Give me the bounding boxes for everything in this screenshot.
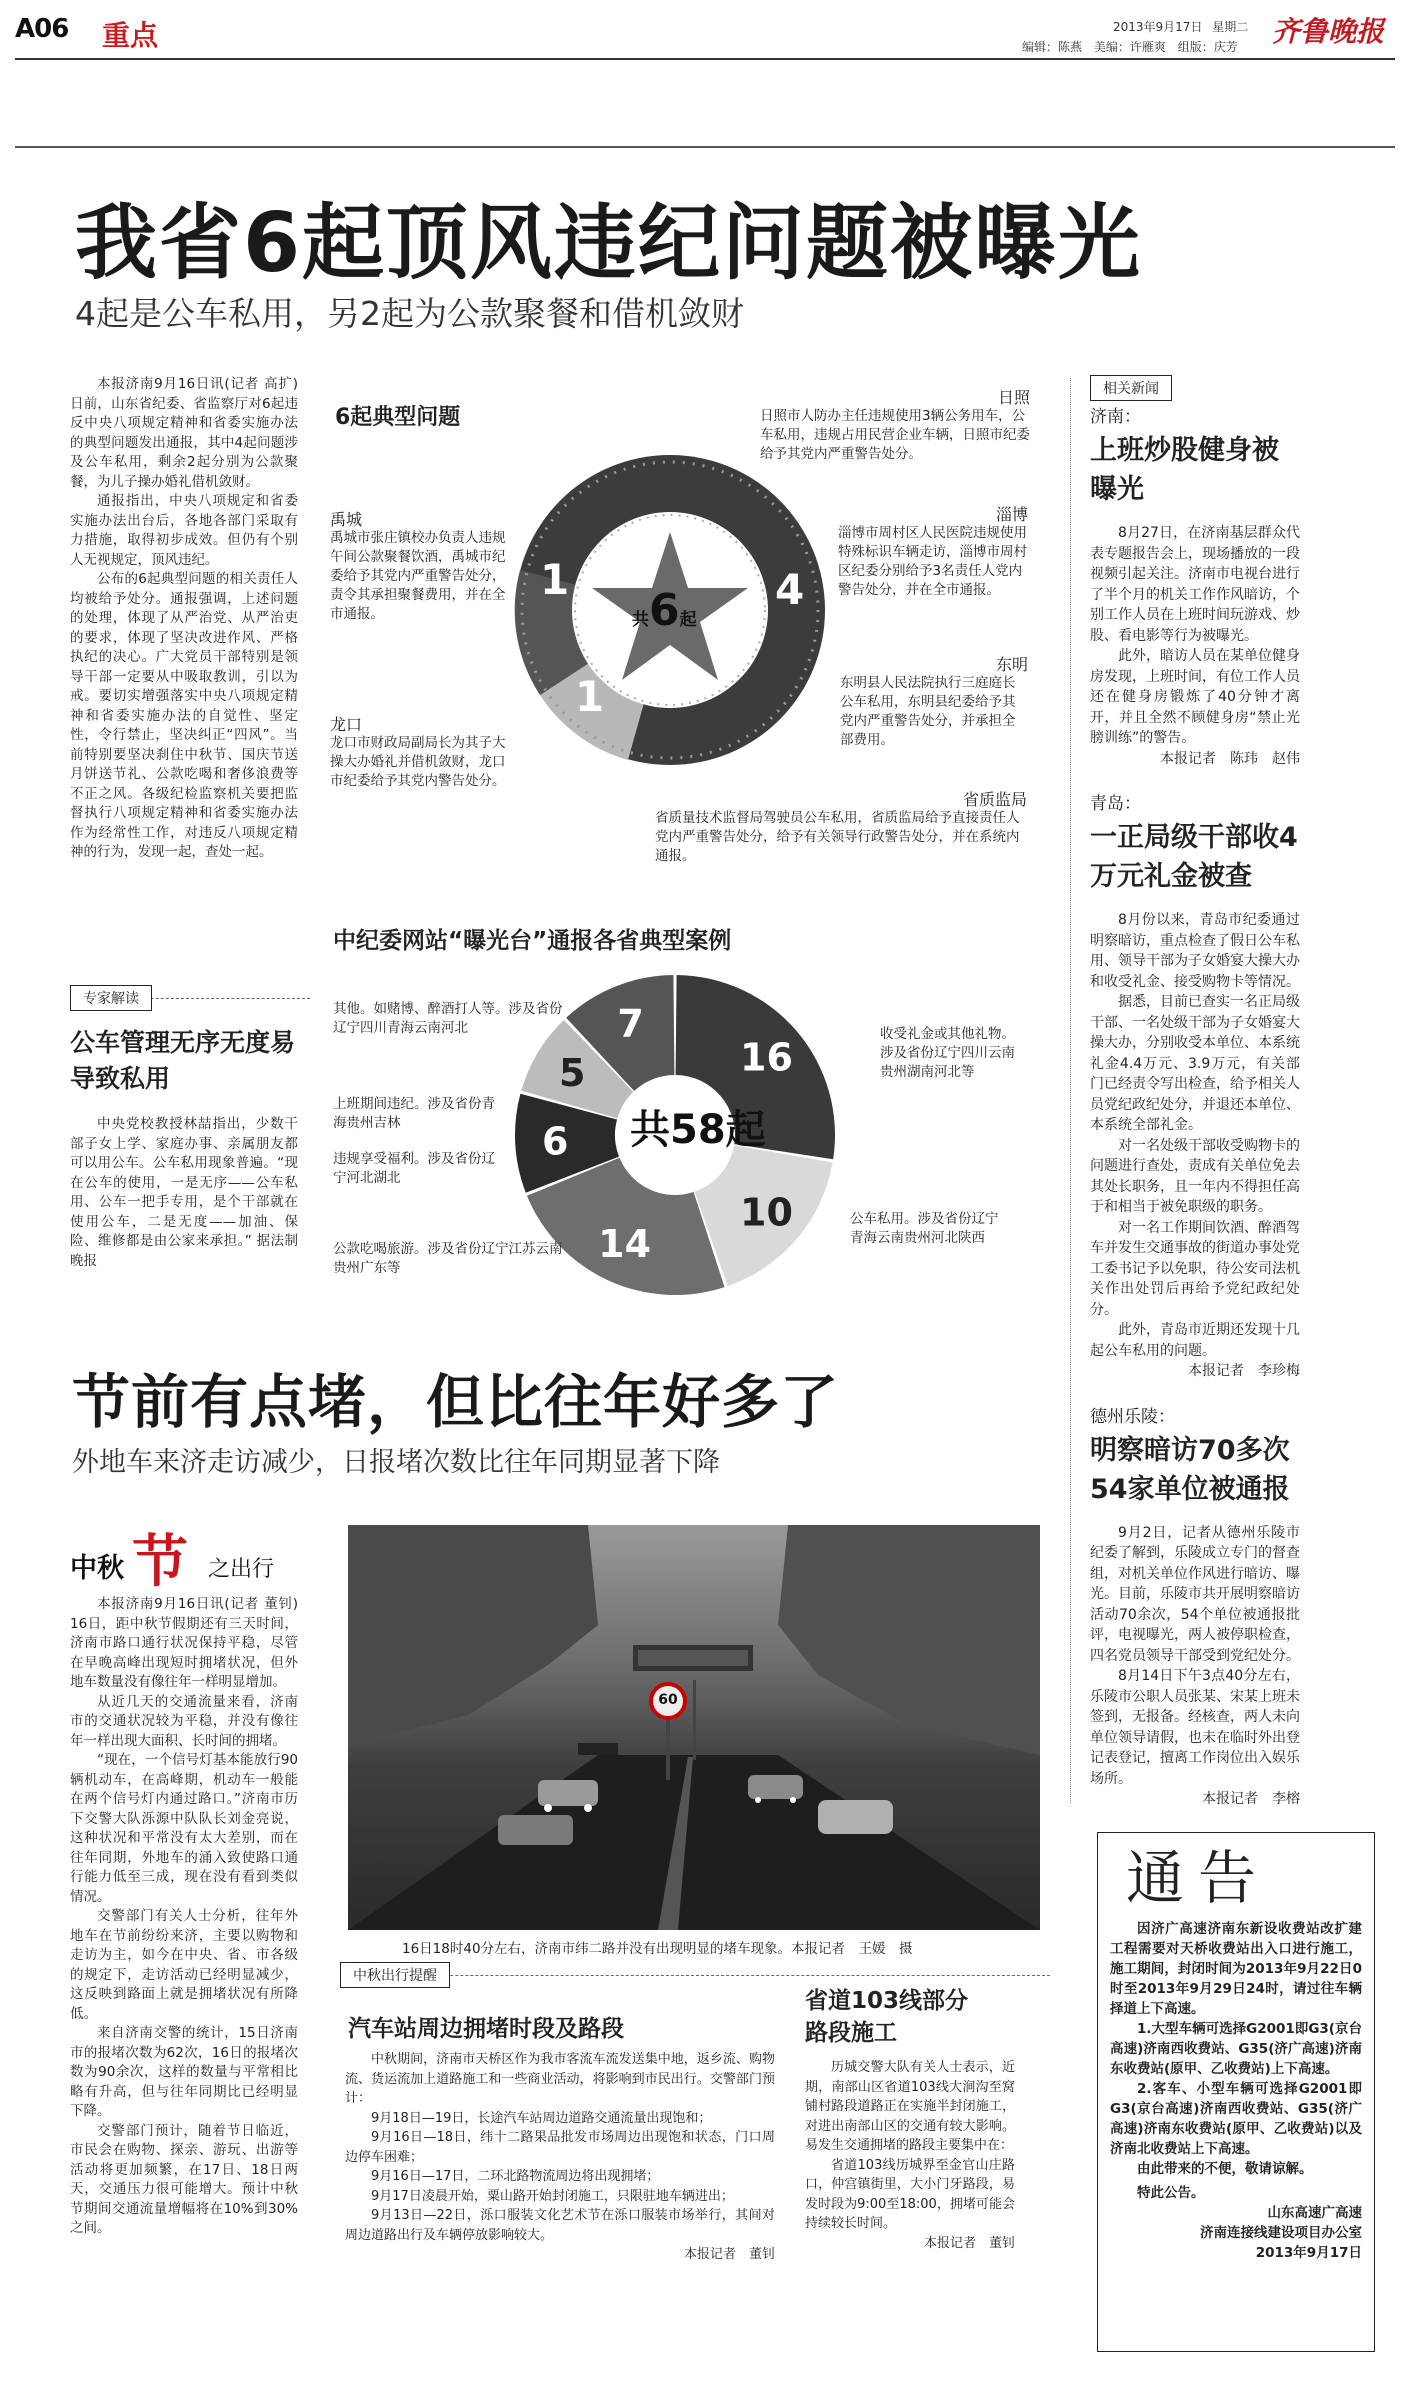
expert-body	[70, 1115, 298, 1271]
section-name: 重点	[102, 19, 159, 52]
page-header	[0, 0, 1409, 60]
second-paragraph: 交警部门有关人士分析，往年外地车在节前纷纷来济，主要以购物和走访为主，如今在中央、省、市各级的规定下，走访活动已经明显减少，这反映到路面上就是拥堵状况有所降低。	[70, 1908, 298, 2022]
news-body	[1090, 910, 1300, 1382]
expert-text: 中央党校教授林喆指出，少数干部子女上学、家庭办事、亲属朋友都可以用公车。公车私用现象普遍。“现在公车的使用，一是无序——公车私用、公车一把手专用，是个干部就在使用公车，二是无度——加油、保险、维修都是由公家来承担。” 据法制晚报	[70, 1116, 298, 1269]
six-cases-title: 6起典型问题	[335, 405, 461, 430]
pie-slice-value: 6	[541, 1119, 569, 1164]
notice-body	[1110, 1919, 1362, 2263]
photo-scene	[348, 1525, 1040, 1930]
ring-center-number: 6	[649, 585, 680, 636]
notice-sign-2: 山东高速广高速	[1267, 2205, 1362, 2221]
news-byline: 本报记者 李珍梅	[1188, 1363, 1300, 1379]
news-title: 上班炒股健身被曝光	[1090, 435, 1279, 505]
news-paragraph: 此外，暗访人员在某单位健身房发现，上班时间，有位工作人员还在健身房锻炼了40分钟才离开，并且全然不顾健身房“禁止光膀训练”的警告。	[1090, 648, 1300, 746]
date-text: 2013年9月17日	[1113, 20, 1203, 34]
case-dongming-place: 东明	[995, 655, 1028, 674]
header-date	[1113, 18, 1248, 35]
case-longkou-place: 龙口	[330, 715, 363, 734]
photo-sign-number: 60	[658, 1692, 678, 1708]
case-yucheng-text: 禹城市张庄镇校办负责人违规午间公款聚餐饮酒，禹城市纪委给予其党内严重警告处分，责令其承担聚餐费用，并在全市通报。	[330, 530, 506, 622]
news-title: 一正局级干部收4万元礼金被查	[1090, 822, 1298, 892]
news-paragraph: 对一名工作期间饮酒、醉酒驾车并发生交通事故的街道办事处党工委书记予以免职，待公安司法机关作出处罚后再给予党纪政纪处分。	[1090, 1219, 1300, 1318]
art-editor: 美编：许雁爽	[1093, 40, 1166, 54]
pie-center-text: 共58起	[630, 1107, 766, 1153]
paper-logo: 齐鲁晚报	[1272, 15, 1385, 48]
pie-slice-label: 违规享受福利。涉及省份辽宁河北湖北	[333, 1151, 495, 1186]
notice-sign-date: 2013年9月17日	[1255, 2245, 1362, 2261]
news-body	[1090, 1523, 1300, 1810]
news-byline: 本报记者 陈玮 赵伟	[1160, 750, 1300, 767]
case-zhijianju	[655, 790, 1027, 866]
notice-sign-1: 特此公告。	[1137, 2185, 1205, 2201]
notice-paragraph: 由此带来的不便，敬请谅解。	[1137, 2161, 1313, 2177]
photo-caption: 16日18时40分左右，济南市纬二路并没有出现明显的堵车现象。本报记者 王媛 摄	[402, 1941, 913, 1957]
second-story-body	[70, 1595, 298, 2239]
main-paragraph-3: 公布的6起典型问题的相关责任人均被给予处分。通报强调，上述问题的处理，体现了从严治党、从严治吏的要求，体现了坚决改进作风、严格执纪的决心。广大党员干部特别是领导干部一定要从中吸取教训，引以为戒。要切实增强落实中央八项规定精神和省委实施办法的自觉性、坚定性，令行禁止，坚决纠正“四风”。当前特别要坚决刹住中秋节、国庆节送月饼送节礼、公款吃喝和奢侈浪费等不正之风。各级纪检监察机关要把监督执行八项规定精神和省委实施办法作为经常性工作，对违反八项规定精神的行为，发现一起，查处一起。	[70, 571, 298, 860]
pie-chart-title: 中纪委网站“曝光台”通报各省典型案例	[333, 928, 732, 954]
bus-paragraph: 中秋期间，济南市天桥区作为我市客流车流发送集中地，返乡流、购物流、货运流加上道路施工和一些商业活动，将影响到市民出行。交警部门预计：	[345, 2052, 775, 2106]
second-paragraph: 交警部门预计，随着节日临近，市民会在购物、探亲、游玩、出游等活动将更加频繁，在17日、18日两天，交通压力很可能增大。预计中秋节期间交通流量增幅将在10%到30%之间。	[70, 2122, 298, 2236]
news-paragraph: 8月27日，在济南基层群众代表专题报告会上，现场播放的一段视频引起关注。济南市电视台进行了半个月的机关工作作风暗访，个别工作人员在上班时间玩游戏、炒股、看电影等行为被曝光。	[1090, 525, 1300, 644]
sidebar-news-qingdao	[1090, 789, 1300, 1382]
sidebar-tag-text: 相关新闻	[1090, 375, 1172, 401]
page-number: A06	[15, 14, 69, 44]
sidebar-news-jinan	[1090, 402, 1300, 769]
header-staff	[1022, 38, 1238, 55]
ring-number-left: 1	[540, 555, 570, 604]
case-dongming-text: 东明县人民法院执行三庭庭长公车私用，东明县纪委给予其党内严重警告处分，并承担全部费用。	[840, 675, 1016, 748]
notice-paragraph: 1.大型车辆可选择G2001即G3(京台高速)济南西收费站、G35(济广高速)济南东收费站(原甲、乙收费站)上下高速。	[1110, 2021, 1362, 2077]
news-paragraph: 8月份以来，青岛市纪委通过明察暗访，重点检查了假日公车私用、领导干部为子女婚宴大操大办和收受礼金、接受购物卡等情况。	[1090, 912, 1300, 990]
case-zhijianju-place: 省质监局	[962, 790, 1027, 809]
main-paragraph-2: 通报指出，中央八项规定和省委实施办法出台后，各地各部门采取有力措施，取得初步成效。但仍有个别人无视规定，顶风违纪。	[70, 493, 298, 568]
main-subhead: 4起是公车私用，另2起为公款聚餐和借机敛财	[75, 294, 744, 333]
road-paragraph: 省道103线历城界至金官山庄路口，仲宫镇街里，大小门牙路段，易发时段为9:00至18:00，拥堵可能会持续较长时间。	[805, 2157, 1015, 2231]
second-paragraph: “现在，一个信号灯基本能放行90辆机动车，在高峰期，机动车一般能在两个信号灯内通过路口。”济南市历下交警大队泺源中队队长刘金亮说，这种状况和平常没有太大差别，而在往年同期，外地车的涌入致使路口通行能力低至三成，现在没有看到类似情况。	[70, 1752, 298, 1905]
bus-paragraph: 9月16日—17日，二环北路物流周边将出现拥堵；	[371, 2169, 660, 2184]
pie-slice-value: 5	[558, 1051, 586, 1096]
bus-byline: 本报记者 董钊	[683, 2247, 775, 2262]
case-yucheng	[330, 510, 510, 624]
news-byline: 本报记者 李榕	[1202, 1791, 1300, 1807]
second-paragraph: 从近几天的交通流量来看，济南市的交通状况较为平稳，并没有像往年一样出现大面积、长时间的拥堵。	[70, 1693, 298, 1749]
second-paragraph: 来自济南交警的统计，15日济南市的报堵次数为62次，16日的报堵次数为90余次，这样的数量与平常相比略有升高，但与往年同期比已经明显下降。	[70, 2025, 298, 2119]
main-story-body	[70, 375, 298, 863]
news-title: 明察暗访70多次54家单位被通报	[1090, 1434, 1290, 1505]
case-zibo	[838, 505, 1028, 600]
case-zibo-text: 淄博市周村区人民医院违规使用特殊标识车辆走访，淄博市周村区纪委分别给予3名责任人党内警告处分，并在全市通报。	[838, 525, 1027, 598]
top-rule	[15, 146, 1395, 148]
notice-title: 通告	[1126, 1844, 1271, 1912]
logo-part-a: 中秋	[70, 1553, 124, 1584]
news-paragraph: 此外，青岛市近期还发现十几起公车私用的问题。	[1090, 1322, 1300, 1359]
road-body	[805, 2058, 1015, 2253]
notice-box	[1097, 1832, 1375, 2352]
pie-center-label	[630, 1098, 766, 1155]
expert-title: 公车管理无序无度易导致私用	[70, 1028, 296, 1093]
bus-body	[345, 2050, 775, 2265]
header-rule	[15, 58, 1395, 60]
notice-sign-3: 济南连接线建设项目办公室	[1200, 2225, 1362, 2241]
editor: 编辑：陈燕	[1022, 40, 1083, 54]
ring-number-right: 4	[775, 565, 805, 614]
news-place: 德州乐陵：	[1090, 1406, 1175, 1427]
case-longkou-text: 龙口市财政局副局长为其子大操大办婚礼并借机敛财，龙口市纪委给予其党内警告处分。	[330, 735, 506, 789]
pie-slice-label: 其他。如赌博、醉酒打人等。涉及省份辽宁四川青海云南河北	[333, 1001, 563, 1036]
logo-part-c: 之出行	[208, 1557, 275, 1582]
ring-center-label	[632, 585, 697, 636]
news-place: 青岛：	[1090, 794, 1141, 814]
news-body	[1090, 523, 1300, 769]
logo-part-b: 节	[132, 1530, 188, 1595]
case-longkou	[330, 715, 510, 791]
tips-tag-text: 中秋出行提醒	[340, 1962, 450, 1988]
road-paragraph: 历城交警大队有关人士表示，近期，南部山区省道103线大涧沟至窝铺村路段道路正在实施半封闭施工，对进出南部山区的交通有较大影响。易发生交通拥堵的路段主要集中在：	[805, 2060, 1015, 2153]
news-paragraph: 9月2日，记者从德州乐陵市纪委了解到，乐陵成立专门的督查组，对机关单位作风进行暗访、曝光。目前，乐陵市共开展明察暗访活动70余次，54个单位被通报批评，电视曝光，两人被停职检查，四名党员领导干部受到党纪处分。	[1090, 1524, 1300, 1664]
notice-paragraph: 2.客车、小型车辆可选择G2001即G3(京台高速)济南西收费站、G35(济广高速)济南东收费站(原甲、乙收费站)以及济南北收费站上下高速。	[1110, 2081, 1362, 2157]
pie-slice-label: 收受礼金或其他礼物。涉及省份辽宁四川云南贵州湖南河北等	[880, 1026, 1015, 1080]
pie-slice-value: 10	[740, 1190, 793, 1235]
second-subhead: 外地车来济走访减少，日报堵次数比往年同期显著下降	[72, 1447, 720, 1478]
pie-slice-label: 公车私用。涉及省份辽宁青海云南贵州河北陕西	[850, 1211, 999, 1246]
festival-logo	[70, 1518, 310, 1595]
case-rizhao-place: 日照	[997, 388, 1030, 407]
case-dongming	[840, 655, 1028, 750]
pie-slice-label: 公款吃喝旅游。涉及省份辽宁江苏云南贵州广东等	[333, 1241, 563, 1276]
sidebar-divider	[1070, 378, 1071, 1803]
main-headline: 我省6起顶风违纪问题被曝光	[75, 196, 1143, 291]
case-zhijianju-text: 省质量技术监督局驾驶员公车私用，省质监局给予直接责任人党内严重警告处分，给予有关领导行政警告处分，并在系统内通报。	[655, 810, 1020, 864]
road-title: 省道103线部分路段施工	[805, 1988, 969, 2046]
news-paragraph: 8月14日下午3点40分左右，乐陵市公职人员张某、宋某上班未签到，无报备。经核查，两人未向单位领导请假，也未在临时外出登记表登记，擅离工作岗位出入娱乐场所。	[1090, 1668, 1300, 1787]
bus-paragraph: 9月13日—22日，泺口服装文化艺术节在泺口服装市场举行，其间对周边道路出行及车辆停放影响较大。	[345, 2208, 775, 2243]
news-paragraph: 据悉，目前已查实一名正局级干部、一名处级干部为子女婚宴大操大办，分别收受本单位、本系统礼金4.4万元、3.9万元，有关部门已经责令写出检查，给予相关人员党纪政纪处分，并退还本单位、本系统全部礼金。	[1090, 994, 1300, 1133]
street-photo	[348, 1525, 1040, 1930]
pie-slice-label: 上班期间违纪。涉及省份青海贵州吉林	[333, 1096, 495, 1131]
bus-paragraph: 9月18日—19日，长途汽车站周边道路交通流量出现饱和；	[371, 2110, 712, 2126]
layout-editor: 组版：庆芳	[1177, 40, 1238, 54]
pie-slice-value: 14	[598, 1221, 652, 1266]
notice-paragraph: 因济广高速济南东新设收费站改扩建工程需要对天桥收费站出入口进行施工，施工期间，封闭时间为2013年9月22日0时至2013年9月29日24时，请过往车辆择道上下高速。	[1110, 1921, 1362, 2017]
news-paragraph: 对一名处级干部收受购物卡的问题进行查处，责成有关单位免去其处长职务，且一年内不得担任高于和相当于被免职级的职务。	[1090, 1137, 1300, 1215]
case-rizhao-text: 日照市人防办主任违规使用3辆公务用车，公车私用，违规占用民营企业车辆，日照市纪委给予其党内严重警告处分。	[760, 408, 1030, 462]
bus-paragraph: 9月17日凌晨开始，粟山路开始封闭施工，只限驻地车辆进出；	[371, 2188, 734, 2204]
expert-tag-text: 专家解读	[70, 985, 152, 1011]
second-paragraph: 本报济南9月16日讯(记者 董钊) 16日，距中秋节假期还有三天时间，济南市路口通行状况保持平稳，尽管在早晚高峰出现短时拥堵状况，但外地车数量没有像往年一样明显增加。	[70, 1596, 298, 1690]
case-zibo-place: 淄博	[995, 505, 1028, 524]
sidebar-tag	[1090, 375, 1172, 401]
sidebar-column	[1090, 400, 1300, 1810]
tips-tag	[340, 1962, 450, 1988]
pie-slice-value: 16	[740, 1035, 793, 1080]
case-yucheng-place: 禹城	[330, 510, 363, 529]
weekday-text: 星期二	[1212, 20, 1249, 34]
expert-tag	[70, 985, 152, 1011]
ring-center-prefix: 共	[632, 610, 649, 630]
bus-title: 汽车站周边拥堵时段及路段	[348, 2016, 624, 2042]
pie-slice-value: 7	[617, 1001, 644, 1046]
sidebar-news-leling	[1090, 1402, 1300, 1810]
second-headline: 节前有点堵，但比往年好多了	[72, 1368, 840, 1436]
bus-paragraph: 9月16日—18日，纬十二路果品批发市场周边出现饱和状态，门口周边停车困难；	[345, 2130, 775, 2165]
news-place: 济南：	[1090, 407, 1141, 427]
main-paragraph-1: 本报济南9月16日讯(记者 高扩) 日前，山东省纪委、省监察厅对6起违反中央八项规定精神和省委实施办法的典型问题发出通报，其中4起问题涉及公车私用，剩余2起分别为公款聚餐，为儿子操办婚礼借机敛财。	[70, 376, 298, 490]
case-rizhao	[760, 388, 1030, 464]
ring-center-suffix: 起	[679, 610, 697, 630]
road-byline: 本报记者 董钊	[923, 2235, 1015, 2251]
ring-number-bottom: 1	[575, 672, 605, 721]
